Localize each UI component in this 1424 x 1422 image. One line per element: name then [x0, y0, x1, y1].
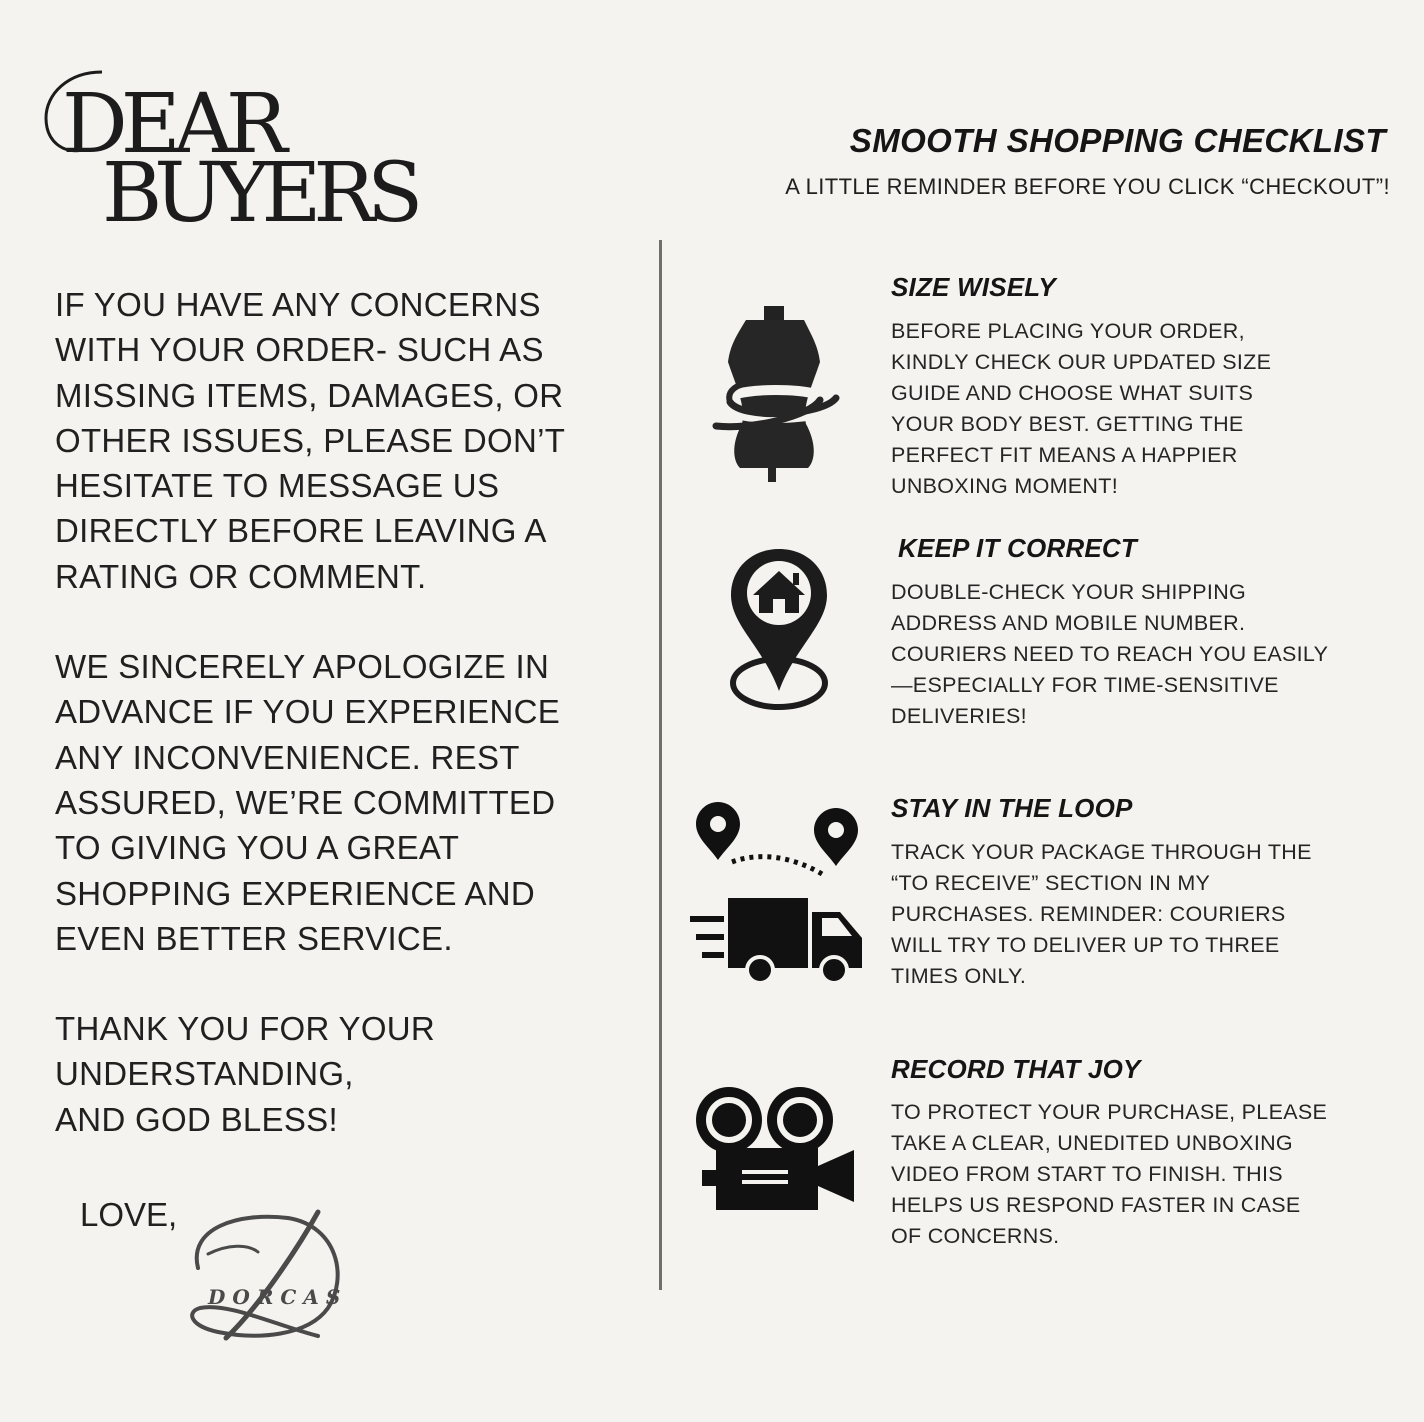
- item-body-size: BEFORE PLACING YOUR ORDER, KINDLY CHECK OUR UPDATED SIZE GUIDE AND CHOOSE WHAT SUITS YOUR BODY BEST. GETTING THE PERFECT FIT MEANS A HAPPIER UNBOXING MOMENT!: [891, 319, 1272, 498]
- letter-paragraph-3: THANK YOU FOR YOUR UNDERSTANDING, AND GOD BLESS!: [55, 1010, 436, 1138]
- checklist-subtitle: A LITTLE REMINDER BEFORE YOU CLICK “CHECKOUT”!: [785, 174, 1390, 199]
- item-heading-address: KEEP IT CORRECT: [898, 533, 1137, 563]
- item-heading-size: SIZE WISELY: [891, 272, 1056, 302]
- delivery-truck-route-icon: [688, 800, 866, 984]
- title-line1: DEAR: [62, 77, 281, 172]
- item-heading-record: RECORD THAT JOY: [891, 1054, 1141, 1084]
- video-camera-icon: [692, 1086, 860, 1214]
- title-line2: BUYERS: [102, 146, 416, 241]
- checklist-title: SMOOTH SHOPPING CHECKLIST: [849, 122, 1386, 159]
- page-title: [40, 58, 416, 241]
- letter-paragraph-1: IF YOU HAVE ANY CONCERNS WITH YOUR ORDER- SUCH AS MISSING ITEMS, DAMAGES, OR OTHER ISSUES, PLEASE DON’T HESITATE TO MESSAGE US DIRECTLY BEFORE LEAVING A RATING OR COMMENT.: [55, 286, 566, 595]
- item-body-record: TO PROTECT YOUR PURCHASE, PLEASE TAKE A CLEAR, UNEDITED UNBOXING VIDEO FROM START TO FINISH. THIS HELPS US RESPOND FASTER IN CASE OF CONCERNS.: [891, 1100, 1328, 1248]
- home-location-pin-icon: [727, 545, 831, 715]
- item-body-tracking: TRACK YOUR PACKAGE THROUGH THE “TO RECEIVE” SECTION IN MY PURCHASES. REMINDER: COURIERS WILL TRY TO DELIVER UP TO THREE TIMES ONLY.: [891, 840, 1312, 988]
- item-body-address: DOUBLE-CHECK YOUR SHIPPING ADDRESS AND MOBILE NUMBER. COURIERS NEED TO REACH YOU EASILY —ESPECIALLY FOR TIME-SENSITIVE DELIVERIES!: [891, 580, 1329, 728]
- signature-logo: [178, 1208, 358, 1348]
- dress-form-measure-icon: [712, 302, 840, 486]
- letter-paragraph-2: WE SINCERELY APOLOGIZE IN ADVANCE IF YOU EXPERIENCE ANY INCONVENIENCE. REST ASSURED, WE’RE COMMITTED TO GIVING YOU A GREAT SHOPPING EXPERIENCE AND EVEN BETTER SERVICE.: [55, 648, 561, 957]
- column-divider: [659, 240, 662, 1290]
- item-heading-tracking: STAY IN THE LOOP: [891, 793, 1133, 823]
- signature-text: DORCAS: [208, 1285, 348, 1309]
- letter-body: [55, 282, 615, 1142]
- letter-closing: LOVE,: [80, 1196, 178, 1233]
